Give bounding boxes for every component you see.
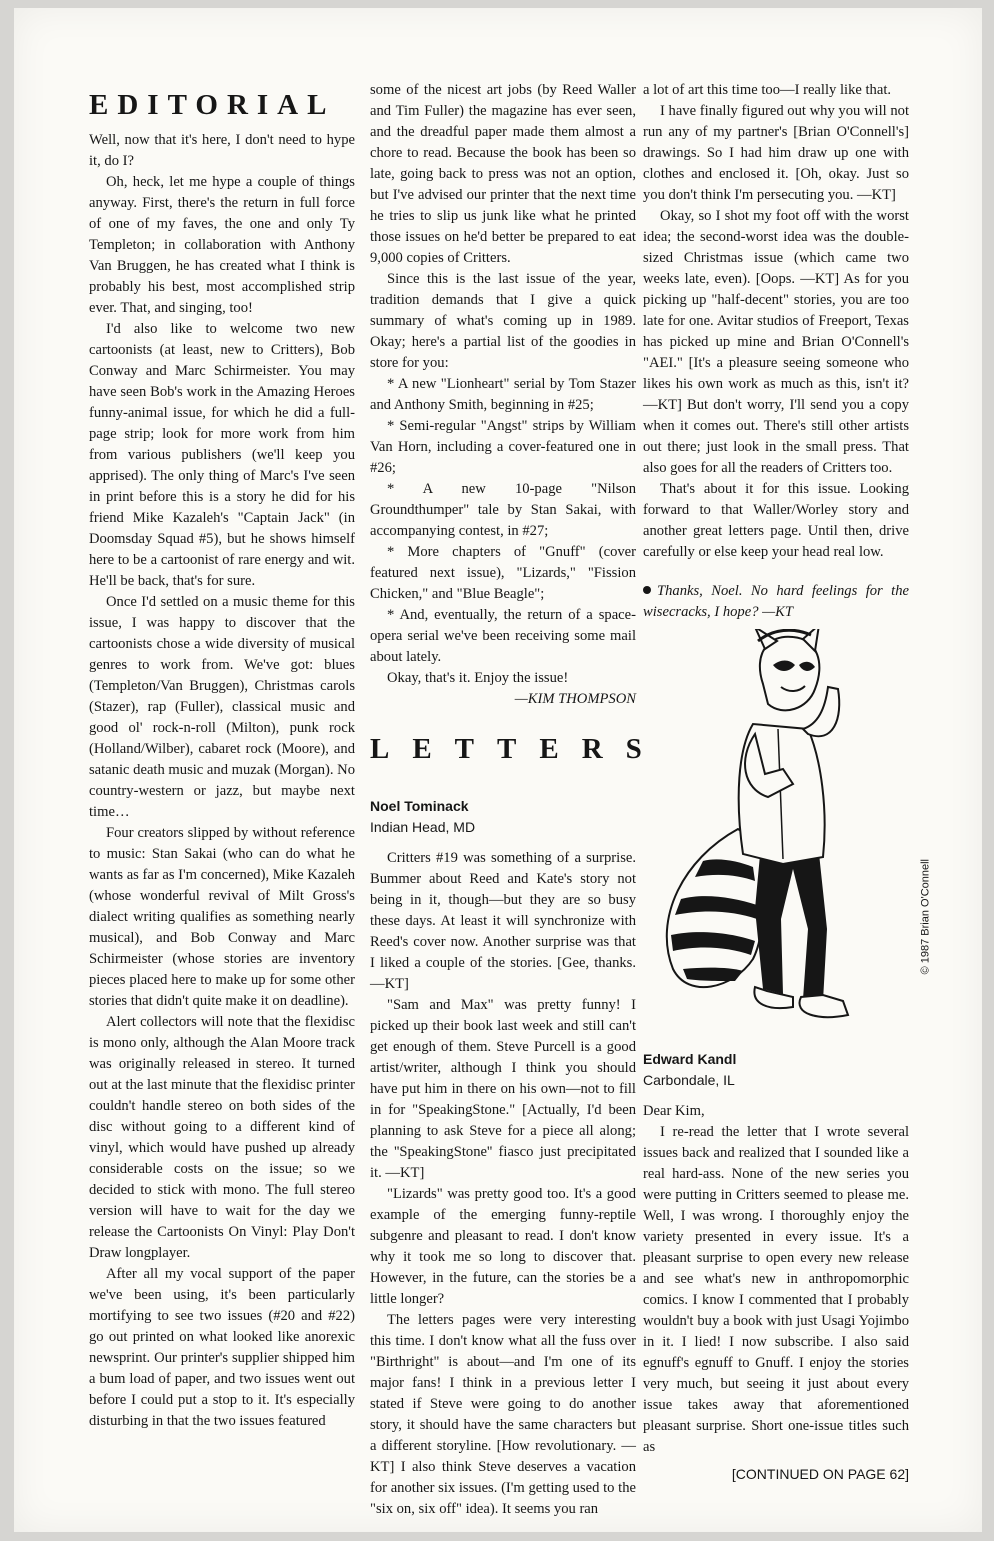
letter-author-location: Indian Head, MD: [370, 819, 476, 835]
letter-author-location: Carbondale, IL: [643, 1072, 735, 1088]
editorial-paragraph: some of the nicest art jobs (by Reed Waller and Tim Fuller) the magazine has ever seen, and the dreadful paper made them almost a chore to read. Because the book has been so late, going back to press was not an option, but I've advised our printer that the next time he tries to slip us junk like what he printed those issues on he'd better be prepared to eat 9,000 copies of Critters.: [370, 82, 636, 266]
raccoon-illustration: [643, 629, 931, 1049]
editorial-list-item: * A new "Lionheart" serial by Tom Stazer and Anthony Smith, beginning in #25;: [370, 376, 636, 413]
editorial-list-item: * A new 10-page "Nilson Groundthumper" tale by Stan Sakai, with accompanying contest, in #27;: [370, 481, 636, 539]
editorial-paragraph: I'd also like to welcome two new cartoonists (at least, new to Critters), Bob Conway and Marc Schirmeister. You may have seen Bob's work in the Amazing Heroes funny-animal issue, for which he did a full-page strip; look for more work from him from various publishers (we'll keep you apprised). The only thing of Marc's I've seen in print before this is a story he did for his friend Mike Kazaleh's "Captain Jack" (in Doomsday Squad #5), but he shows himself here to be a cartoonist of rare energy and wit. He'll be back, that's for sure.: [89, 321, 355, 589]
letter-paragraph: Critters #19 was something of a surprise. Bummer about Reed and Kate's story not being in it, though—but they are so busy these days. At least it will synchronize with Reed's cover now. Another surprise was that I liked a couple of the stories. [Gee, thanks. —KT]: [370, 850, 636, 992]
letter-salutation: Dear Kim,: [643, 1103, 705, 1119]
editorial-paragraph: After all my vocal support of the paper we've been using, it's been particularly mortifying to see two issues (#20 and #22) go out printed on what looked like anorexic newsprint. Our printer's supplier shipped him a bum load of paper, and two issues went out before I could put a stop to it. It's especially disturbing in that the two issues featured: [89, 1266, 355, 1429]
raccoon-drawing-icon: [643, 629, 909, 1049]
editorial-paragraph: Okay, that's it. Enjoy the issue!: [387, 670, 569, 686]
letter-paragraph: "Sam and Max" was pretty funny! I picked up their book last week and still can't get enough of them. Steve Purcell is a good artist/writer, although I think you should have put him in there on his own—not to fill in for "SpeakingStone." [Actually, I'd been planning to ask Steve for a piece all along; the ''SpeakingStone'' fiasco just precipitated it. —KT]: [370, 997, 636, 1181]
letter-author-name: Noel Tominack: [370, 798, 469, 814]
editorial-signature: —KIM THOMPSON: [514, 691, 636, 707]
editorial-paragraph: Oh, heck, let me hype a couple of things anyway. First, there's the return in full force of one of my faves, the one and only Ty Templeton; in collaboration with Anthony Van Bruggen, he has created what I think is probably his best, most accomplished strip ever. That, and singing, too!: [89, 174, 355, 316]
editorial-paragraph: Well, now that it's here, I don't need to hype it, do I?: [89, 132, 355, 169]
letters-column-3: [643, 80, 931, 1485]
letter-author-name: Edward Kandl: [643, 1051, 737, 1067]
letters-heading: LETTERS: [370, 733, 665, 765]
editorial-paragraph: Since this is the last issue of the year, tradition demands that I give a quick summary of what's coming up in 1989. Okay; here's a partial list of the goodies in store for you:: [370, 271, 636, 371]
letter-paragraph: a lot of art this time too—I really like that.: [643, 82, 892, 98]
editorial-list-item: * Semi-regular "Angst" strips by William Van Horn, including a cover-featured one in #26;: [370, 418, 636, 476]
editorial-list-item: * And, eventually, the return of a space-opera serial we've been receiving some mail about lately.: [370, 607, 636, 665]
letter-paragraph: That's about it for this issue. Looking forward to that Waller/Worley story and another great letters page. Until then, drive carefully or else keep your head real low.: [643, 481, 909, 560]
editor-reply-text: Thanks, Noel. No hard feelings for the wisecracks, I hope? —KT: [643, 583, 909, 620]
continued-notice: [CONTINUED ON PAGE 62]: [731, 1466, 909, 1482]
editorial-paragraph: Once I'd settled on a music theme for this issue, I was happy to discover that the cartoonists chose a wide diversity of musical genres to work from. We've got: blues (Templeton/Van Bruggen), Christmas carols (Stazer), rap (Fuller), classical music and good ol' rock-n-roll (Milton), punk rock (Holland/Wilber), cabaret rock (Moore), and satanic death music and muzak (Morgan). No country-western or jazz, but maybe next time…: [89, 594, 355, 820]
magazine-page: [14, 8, 982, 1532]
illustration-credit: © 1987 Brian O'Connell: [919, 859, 931, 975]
editorial-paragraph: Four creators slipped by without reference to music: Stan Sakai (who can do what he wants as far as I'm concerned), Mike Kazaleh (whose wonderful revival of Milt Gross's dialect writing qualifies as something nearly musical), and Bob Conway and Marc Schirmeister (whose stories are inventory pieces placed here to make up for some other stories that didn't quite make it on deadline).: [89, 825, 356, 1009]
editorial-column-1: [89, 88, 355, 1432]
editorial-list-item: * More chapters of "Gnuff" (cover featured next issue), "Lizards," "Fission Chicken," and "Blue Beagle";: [370, 544, 636, 602]
letter-paragraph: The letters pages were very interesting this time. I don't know what all the fuss over "Birthright" is about—and I'm one of its major fans! I think in a previous letter I stated if Steve were going to do another story, it should have the same characters but a different storyline. [How revolutionary. —KT] I also think Steve deserves a vacation for another six issues. (I'm getting used to the "six on, six off" idea). It seems you ran: [370, 1312, 636, 1517]
editorial-paragraph: Alert collectors will note that the flexidisc is mono only, although the Alan Moore track was originally released in stereo. It turned out at the last minute that the flexidisc printer couldn't handle stereo on both sides of the disc without going to a different kind of vinyl, which would have pushed up already considerable costs on the issue; so we decided to stick with mono. The full stereo version will have to wait for the day we release the Cartoonists On Vinyl: Play Don't Draw longplayer.: [89, 1014, 355, 1261]
editorial-column-2: [370, 80, 665, 1520]
letter-paragraph: Okay, so I shot my foot off with the worst idea; the second-worst idea was the double-sized Christmas issue (which came two weeks late, even). [Oops. —KT] As for you picking up "half-decent" stories, you are too late for one. Avitar studios of Freeport, Texas has picked up mine and Brian O'Connell's "AEI." [It's a pleasure seeing someone who likes his own work as much as this, isn't it? —KT] But don't worry, I'll send you a copy when it comes out. There's still other artists out there; just look in the small press. That also goes for all the readers of Critters too.: [643, 208, 909, 476]
letter-paragraph: "Lizards" was pretty good too. It's a good example of the emerging funny-reptile subgenre and pleasant to read. I don't know why it took me so long to discover that. However, in the future, can the stories be a little longer?: [370, 1186, 636, 1307]
editorial-heading: EDITORIAL: [89, 89, 336, 121]
bullet-icon: [643, 586, 651, 594]
letter-paragraph: I re-read the letter that I wrote several issues back and realized that I sounded like a real hard-ass. None of the new series you were putting in Critters seemed to please me. Well, I was wrong. I thoroughly enjoy the variety presented in every issue. It's a pleasant surprise to open every new release and see what's new in anthropomorphic comics. I know I commented that I probably wouldn't buy a book with just Usagi Yojimbo in it. I lied! I now subscribe. I also said egnuff's egnuff to Gnuff. I enjoy the stories very much, but seeing it just about every issue takes away that aforementioned pleasant surprise. Short one-issue titles such as: [643, 1124, 909, 1455]
editor-reply: [643, 581, 909, 623]
letter-paragraph: I have finally figured out why you will not run any of my partner's [Brian O'Connell's] drawings. So I had him draw up one with clothes and enclosed it. [Oh, okay. Just so you don't think I'm persecuting you. —KT]: [643, 103, 909, 203]
